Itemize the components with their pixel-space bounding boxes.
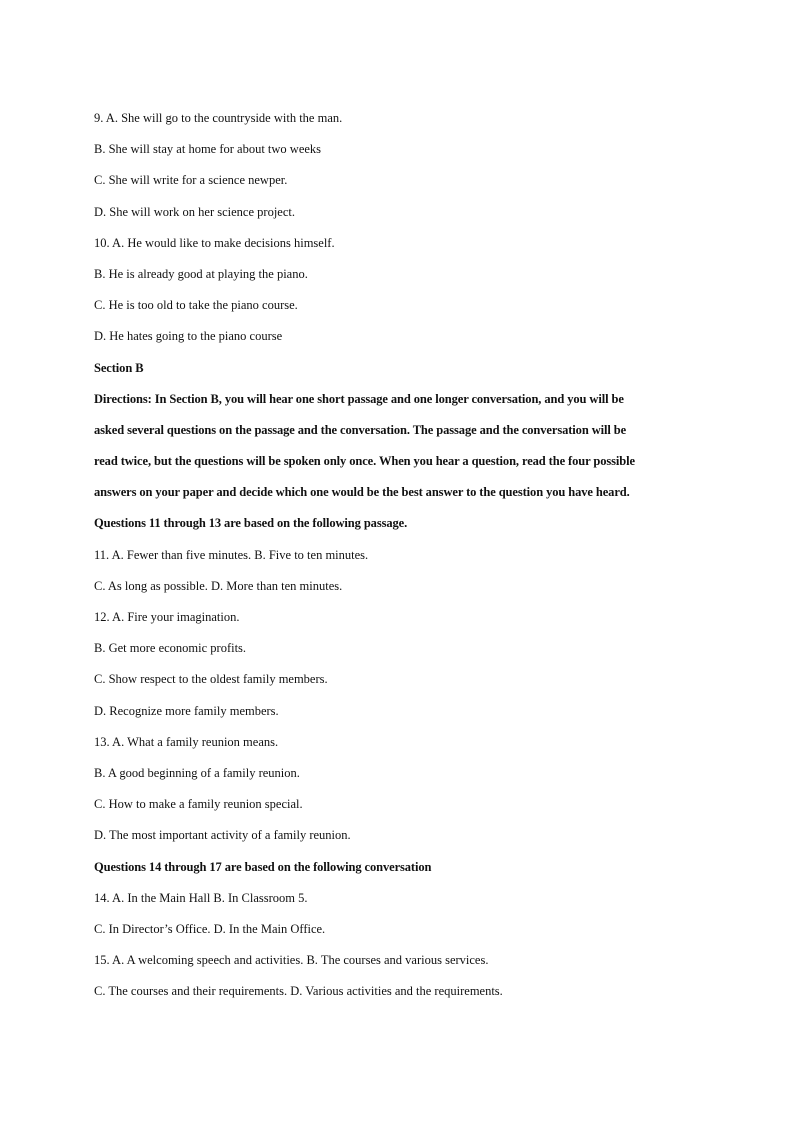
text-line: 15. A. A welcoming speech and activities. B. The courses and various services.: [94, 953, 489, 968]
text-line: C. He is too old to take the piano course.: [94, 298, 298, 313]
directions-line: Directions: In Section B, you will hear one short passage and one longer conversation, and you will be: [94, 391, 624, 406]
text-line: 14. A. In the Main Hall B. In Classroom 5.: [94, 890, 308, 905]
document-page: [94, 108, 714, 1012]
text-line: D. He hates going to the piano course: [94, 329, 283, 344]
text-line: 11. A. Fewer than five minutes. B. Five to ten minutes.: [94, 547, 369, 562]
text-line: 12. A. Fire your imagination.: [94, 610, 240, 624]
questions-heading: Questions 11 through 13 are based on the following passage.: [94, 516, 408, 531]
text-line: B. She will stay at home for about two weeks: [94, 142, 322, 157]
text-line: D. Recognize more family members.: [94, 703, 279, 718]
section-heading: Section B: [94, 360, 144, 375]
text-line: 10. A. He would like to make decisions himself.: [94, 235, 335, 250]
text-line: C. How to make a family reunion special.: [94, 797, 303, 812]
text-line: B. He is already good at playing the piano.: [94, 266, 308, 281]
text-line: B. A good beginning of a family reunion.: [94, 765, 300, 780]
questions-heading: Questions 14 through 17 are based on the following conversation: [94, 859, 432, 874]
text-line: C. As long as possible. D. More than ten minutes.: [94, 578, 343, 593]
text-line: 13. A. What a family reunion means.: [94, 734, 279, 749]
text-line: C. In Director’s Office. D. In the Main Office.: [94, 921, 326, 936]
text-line: B. Get more economic profits.: [94, 641, 247, 656]
text-line: C. She will write for a science newper.: [94, 173, 288, 188]
directions-line: answers on your paper and decide which one would be the best answer to the question you have heard.: [94, 485, 630, 500]
text-line: D. The most important activity of a family reunion.: [94, 828, 351, 843]
directions-line: asked several questions on the passage and the conversation. The passage and the conversation will be: [94, 422, 627, 437]
text-line: 9. A. She will go to the countryside with the man.: [94, 111, 343, 125]
text-line: C. Show respect to the oldest family members.: [94, 672, 328, 687]
text-line: D. She will work on her science project.: [94, 204, 295, 219]
directions-line: read twice, but the questions will be spoken only once. When you hear a question, read the four possible: [94, 454, 635, 469]
text-line: C. The courses and their requirements. D. Various activities and the requirements.: [94, 984, 503, 999]
